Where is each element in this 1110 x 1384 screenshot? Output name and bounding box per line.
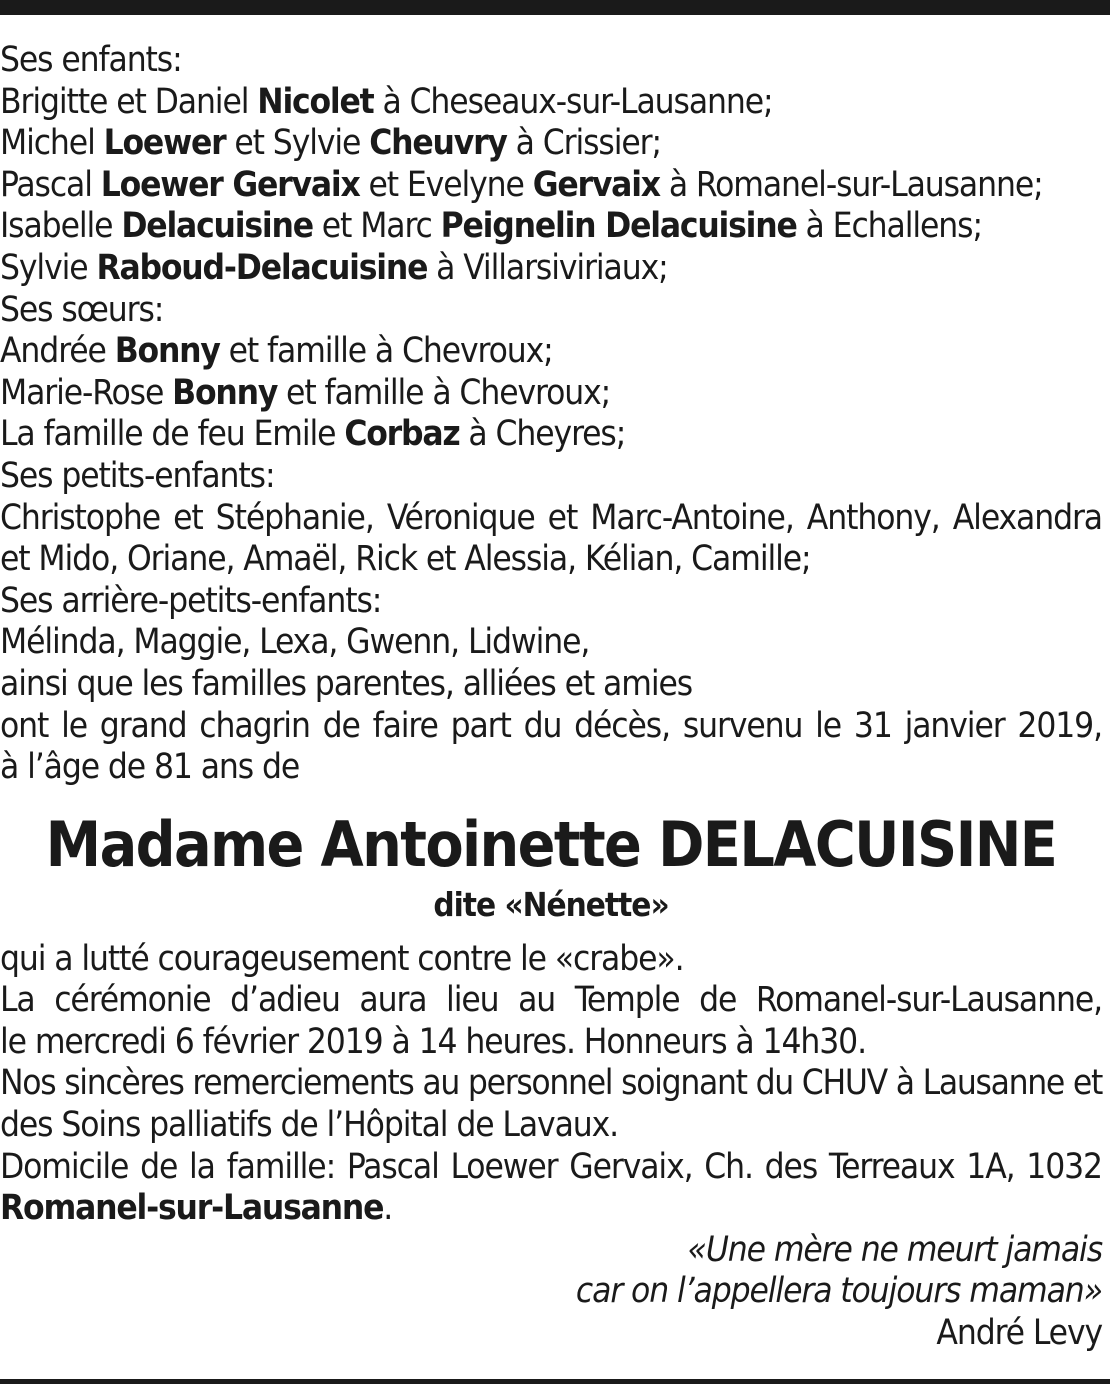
surname: Gervaix [532,164,660,205]
domicile-town: Romanel-sur-Lausanne [0,1188,384,1229]
child-line-3: Pascal Loewer Gervaix et Evelyne Gervaix à Romanel-sur-Lausanne; [0,164,1043,205]
families-line: ainsi que les familles parentes, alliées et amies [0,663,693,704]
surname: Bonny [114,331,220,372]
deceased-name: Madame Antoinette DELACUISINE [45,807,1057,881]
bottom-rule [0,1379,1110,1384]
surname: Bonny [172,372,278,413]
surname: Delacuisine [121,206,313,247]
sisters-heading: Ses sœurs: [0,289,164,330]
top-rule [0,0,1110,15]
surname: Raboud-Delacuisine [96,247,428,288]
domicile-line-1: Domicile de la famille: Pascal Loewer Gervaix, Ch. des Terreaux 1A, 1032 [0,1146,1102,1187]
child-line-1: Brigitte et Daniel Nicolet à Cheseaux-sur-Lausanne; [0,81,773,122]
sister-line-1: Andrée Bonny et famille à Chevroux; [0,331,553,372]
grandchildren-line-2: et Mido, Oriane, Amaël, Rick et Alessia, Kélian, Camille; [0,539,811,580]
deceased-nickname: dite «Nénette» [433,884,669,924]
announcement-line-2: à l’âge de 81 ans de [0,747,300,788]
surname: Peignelin Delacuisine [440,206,797,247]
details-block [0,939,1102,1355]
fight-line: qui a lutté courageusement contre le «crabe». [0,938,684,979]
ceremony-line-2: le mercredi 6 février 2019 à 14 heures. Honneurs à 14h30. [0,1021,866,1062]
thanks-line-2: des Soins palliatifs de l’Hôpital de Lavaux. [0,1105,619,1146]
great-grandchildren-line: Mélinda, Maggie, Lexa, Gwenn, Lidwine, [0,622,590,663]
quote-line-1: «Une mère ne meurt jamais [687,1229,1102,1270]
ceremony-line-1: La cérémonie d’adieu aura lieu au Temple de Romanel-sur-Lausanne, [0,980,1102,1021]
surname: Nicolet [257,81,374,122]
obituary-notice [0,40,1102,1355]
child-line-2: Michel Loewer et Sylvie Cheuvry à Crissier; [0,123,661,164]
announcement-line-1: ont le grand chagrin de faire part du décès, survenu le 31 janvier 2019, [0,705,1102,746]
surname: Loewer Gervaix [100,164,360,205]
sister-line-3: La famille de feu Emile Corbaz à Cheyres; [0,414,626,455]
quote-author: André Levy [936,1313,1102,1354]
great-grandchildren-heading: Ses arrière-petits-enfants: [0,580,382,621]
grandchildren-line-1: Christophe et Stéphanie, Véronique et Marc-Antoine, Anthony, Alexandra [0,497,1102,538]
surname: Cheuvry [369,123,507,164]
quote-line-2: car on l’appellera toujours maman» [575,1271,1102,1312]
domicile-line-2: Romanel-sur-Lausanne. [0,1188,393,1229]
thanks-line-1: Nos sincères remerciements au personnel soignant du CHUV à Lausanne et [0,1063,1102,1104]
surname: Loewer [103,123,226,164]
children-heading: Ses enfants: [0,40,182,80]
child-line-5: Sylvie Raboud-Delacuisine à Villarsiviriaux; [0,247,668,288]
child-line-4: Isabelle Delacuisine et Marc Peignelin Delacuisine à Echallens; [0,206,982,247]
sister-line-2: Marie-Rose Bonny et famille à Chevroux; [0,372,611,413]
grandchildren-heading: Ses petits-enfants: [0,455,275,496]
surname: Corbaz [344,414,460,455]
